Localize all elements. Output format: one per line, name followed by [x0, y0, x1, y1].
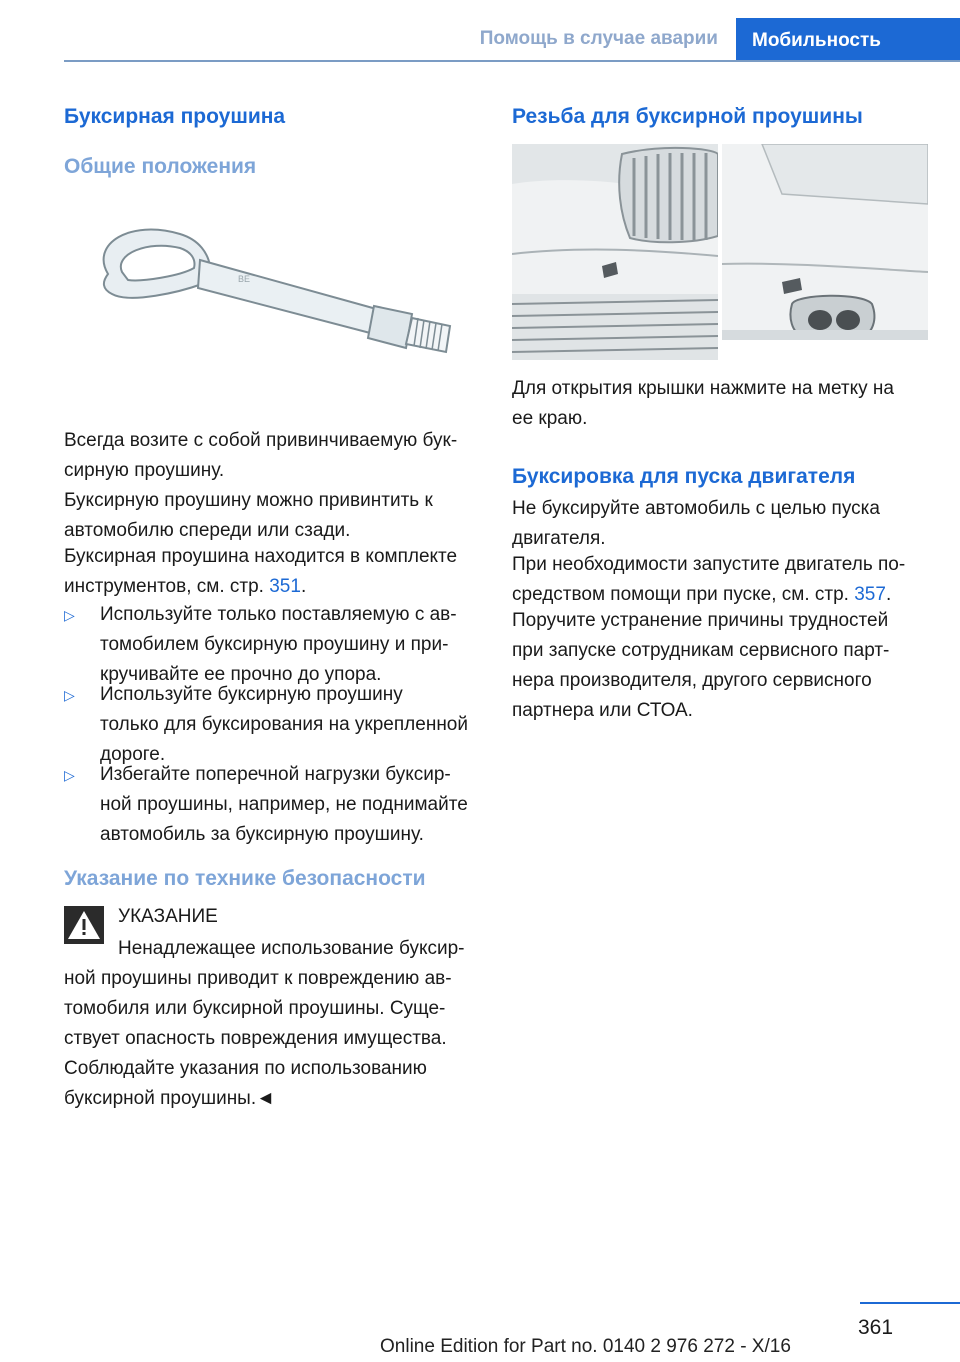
bullet-line: только для буксирования на укрепленной: [100, 714, 468, 735]
jump-start-line-2: средством помощи при пуске, см. стр.: [512, 584, 855, 605]
service-line: партнера или СТОА.: [512, 700, 693, 721]
bullet-line: Избегайте поперечной нагрузки буксир-: [100, 764, 451, 785]
bullet-line: ной проушины, например, не поднимайте: [100, 794, 468, 815]
rear-bumper-illustration: [722, 144, 928, 340]
location-line-2: инструментов, см. стр.: [64, 576, 270, 597]
bullet-item: [64, 760, 480, 850]
service-line: нера производителя, другого сервисного: [512, 670, 872, 691]
intro-paragraph: [64, 426, 480, 486]
subsection-title-general: Общие положения: [64, 155, 257, 178]
cover-instruction: [512, 374, 932, 434]
bullet-triangle-icon: ▷: [64, 767, 75, 783]
header-chapter-tab[interactable]: Мобильность: [736, 18, 960, 62]
location-line-1: Буксирная проушина находится в комплекте: [64, 546, 458, 567]
page-link-357[interactable]: 357: [854, 584, 886, 605]
warning-line: буксирной проушины.◄: [64, 1088, 275, 1109]
mounting-paragraph: [64, 486, 480, 546]
bullet-item: [64, 680, 480, 770]
tow-eye-illustration: [90, 214, 470, 374]
tow-start-line-1: Не буксируйте автомобиль с целью пуска: [512, 498, 880, 519]
edition-note: Online Edition for Part no. 0140 2 976 272 - X/16: [380, 1336, 791, 1357]
front-bumper-illustration: [512, 144, 718, 360]
bullet-triangle-icon: ▷: [64, 687, 75, 703]
warning-line: ной проушины приводит к повреждению ав-: [64, 968, 452, 989]
service-paragraph: [512, 606, 932, 726]
warning-text: [64, 934, 484, 1114]
cover-line-2: ее краю.: [512, 408, 588, 429]
warning-label: УКАЗАНИЕ: [118, 906, 218, 927]
tow-start-line-2: двигателя.: [512, 528, 606, 549]
jump-start-line-end: .: [885, 584, 892, 605]
header-rule: [64, 60, 960, 62]
bullet-triangle-icon: ▷: [64, 607, 75, 623]
location-paragraph: [64, 542, 480, 602]
footer-rule: [860, 1302, 960, 1304]
mounting-line-2: автомобилю спереди или сзади.: [64, 520, 351, 541]
section-title-tow-start: Буксировка для пуска двигателя: [512, 465, 856, 488]
bullet-line: автомобиль за буксирную проушину.: [100, 824, 424, 845]
section-title-thread: Резьба для буксирной проушины: [512, 105, 863, 128]
tow-start-paragraph: [512, 494, 932, 554]
bullet-line: Используйте буксирную проушину: [100, 684, 403, 705]
intro-line-1: Всегда возите с собой привинчиваемую бук-: [64, 430, 458, 451]
warning-line: Ненадлежащее использование буксир-: [118, 938, 465, 959]
bullet-line: дороге.: [100, 744, 166, 765]
service-line: при запуске сотрудникам сервисного парт-: [512, 640, 890, 661]
bullet-line: Используйте только поставляемую с ав-: [100, 604, 457, 625]
mounting-line-1: Буксирную проушину можно привинтить к: [64, 490, 433, 511]
warning-line: ствует опасность повреждения имущества.: [64, 1028, 447, 1049]
page-link-351[interactable]: 351: [269, 576, 301, 597]
subsection-title-safety: Указание по технике безопасности: [64, 867, 426, 890]
header-section-label: Помощь в случае аварии: [479, 28, 718, 49]
location-line-end: .: [300, 576, 307, 597]
cover-line-1: Для открытия крышки нажмите на метку на: [512, 378, 894, 399]
warning-line: томобиля или буксирной проушины. Суще-: [64, 998, 446, 1019]
bullet-line: томобилем буксирную проушину и при-: [100, 634, 449, 655]
svg-text:BE: BE: [238, 274, 251, 284]
jump-start-line-1: При необходимости запустите двигатель по-: [512, 554, 906, 575]
section-title-tow-eye: Буксирная проушина: [64, 105, 286, 128]
bullet-line: кручивайте ее прочно до упора.: [100, 664, 382, 685]
page-number: 361: [858, 1316, 894, 1339]
warning-line: Соблюдайте указания по использованию: [64, 1058, 427, 1079]
bullet-item: [64, 600, 480, 690]
service-line: Поручите устранение причины трудностей: [512, 610, 889, 631]
jump-start-paragraph: [512, 550, 932, 610]
intro-line-2: сирную проушину.: [64, 460, 225, 481]
